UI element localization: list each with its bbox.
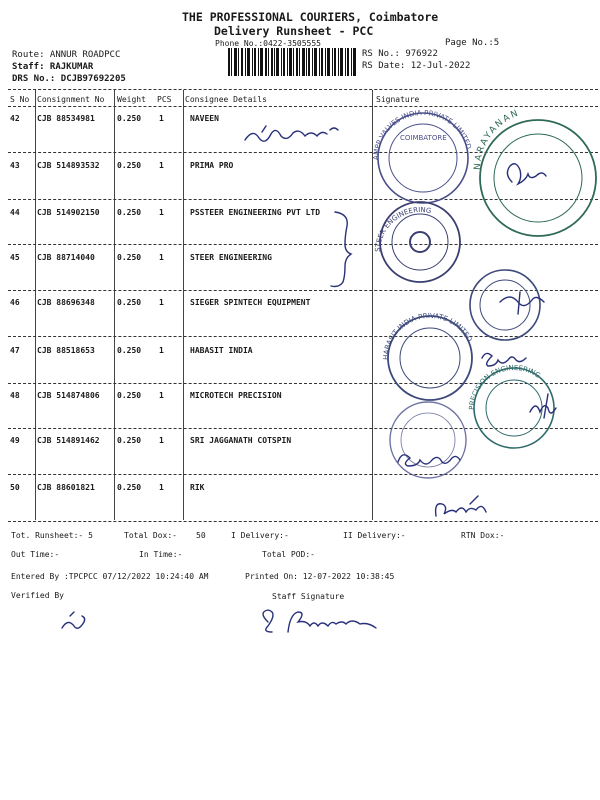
row-pcs: 1: [159, 208, 164, 217]
drs-label: DRS No.:: [12, 74, 56, 84]
page-title: THE PROFESSIONAL COURIERS, Coimbatore: [182, 10, 439, 24]
row-sno: 45: [10, 253, 20, 262]
row-weight: 0.250: [117, 391, 142, 400]
row-sno: 42: [10, 114, 20, 123]
row-consignee: PSSTEER ENGINEERING PVT LTD: [190, 208, 321, 217]
handwritten-signature: [436, 496, 486, 516]
total-dox-value: 50: [196, 531, 206, 540]
company-stamp: [468, 364, 554, 448]
row-consignee: RIK: [190, 483, 205, 492]
row-consignee: HABASIT INDIA: [190, 346, 253, 355]
row-consignee: PRIMA PRO: [190, 161, 234, 170]
row-consignee: MICROTECH PRECISION: [190, 391, 282, 400]
handwritten-signature: [507, 164, 546, 184]
row-pcs: 1: [159, 114, 164, 123]
company-stamp: [473, 108, 596, 236]
company-stamp: [470, 270, 540, 340]
verified-by-label: Verified By: [11, 591, 64, 600]
company-stamp: [374, 202, 460, 282]
entered-by: Entered By :TPCPCC 07/12/2022 10:24:40 AM: [11, 572, 209, 581]
company-stamp: [382, 312, 474, 400]
row-consignment: CJB 514902150: [37, 208, 100, 217]
staff-signature-label: Staff Signature: [272, 592, 345, 601]
row-consignment: CJB 514891462: [37, 436, 100, 445]
row-pcs: 1: [159, 346, 164, 355]
handwritten-signature: [500, 292, 544, 314]
ii-delivery: II Delivery:-: [343, 531, 406, 540]
row-consignment: CJB 88714040: [37, 253, 95, 262]
row-pcs: 1: [159, 483, 164, 492]
row-consignment: CJB 514874806: [37, 391, 100, 400]
company-stamp: [390, 402, 466, 478]
row-pcs: 1: [159, 253, 164, 262]
page-number: Page No.:5: [445, 38, 500, 48]
stamp-text: HABASIT INDIA PRIVATE LIMITED: [381, 311, 474, 361]
page-subtitle: Delivery Runsheet - PCC: [214, 24, 374, 38]
col-header-consignee: Consignee Details: [185, 95, 267, 104]
row-pcs: 1: [159, 391, 164, 400]
row-weight: 0.250: [117, 436, 142, 445]
handwritten-signature: [482, 353, 526, 366]
col-header-pcs: PCS: [157, 95, 172, 104]
out-time: Out Time:-: [11, 550, 60, 559]
row-consignment: CJB 514893532: [37, 161, 100, 170]
row-sno: 44: [10, 208, 20, 217]
row-weight: 0.250: [117, 346, 142, 355]
staff-name: Staff: RAJKUMAR: [12, 62, 94, 72]
rtn-dox: RTN Dox:-: [461, 531, 505, 540]
row-sno: 48: [10, 391, 20, 400]
total-dox-label: Total Dox:-: [124, 531, 177, 540]
row-pcs: 1: [159, 298, 164, 307]
row-consignee: SIEGER SPINTECH EQUIPMENT: [190, 298, 311, 307]
row-consignee: NAVEEN: [190, 114, 219, 123]
row-sno: 43: [10, 161, 20, 170]
company-stamp: [372, 109, 473, 203]
col-header-signature: Signature: [376, 95, 420, 104]
row-consignee: SRI JAGGANATH COTSPIN: [190, 436, 292, 445]
rs-date: RS Date: 12-Jul-2022: [362, 61, 471, 71]
handwritten-signature: [245, 126, 338, 141]
row-consignment: CJB 88518653: [37, 346, 95, 355]
i-delivery: I Delivery:-: [231, 531, 289, 540]
total-pod: Total POD:-: [262, 550, 315, 559]
row-sno: 46: [10, 298, 20, 307]
row-consignee: STEER ENGINEERING: [190, 253, 272, 262]
stamp-text: AMPP VALVES INDIA PRIVATE LIMITED: [371, 108, 473, 161]
in-time: In Time:-: [139, 550, 183, 559]
handwritten-signature: [398, 455, 460, 466]
row-consignment: CJB 88601821: [37, 483, 95, 492]
printed-on: Printed On: 12-07-2022 10:38:45: [245, 572, 395, 581]
row-weight: 0.250: [117, 483, 142, 492]
phone-number: Phone No.:0422-3505555: [215, 39, 321, 48]
stamp-text: STEER ENGINEERING: [373, 205, 433, 253]
row-sno: 50: [10, 483, 20, 492]
col-header-consignment: Consignment No: [37, 95, 105, 104]
col-header-weight: Weight: [117, 95, 146, 104]
stamp-text: PRECISION ENGINEERING: [467, 363, 542, 411]
row-sno: 49: [10, 436, 20, 445]
row-sno: 47: [10, 346, 20, 355]
row-weight: 0.250: [117, 298, 142, 307]
row-pcs: 1: [159, 436, 164, 445]
col-header-sno: S No: [10, 95, 30, 104]
verifier-signature: [62, 612, 85, 628]
row-weight: 0.250: [117, 161, 142, 170]
route: Route: ANNUR ROADPCC: [12, 50, 121, 60]
rs-number: RS No.: 976922: [362, 49, 438, 59]
total-runsheet: Tot. Runsheet:- 5: [11, 531, 93, 540]
row-consignment: CJB 88534981: [37, 114, 95, 123]
row-weight: 0.250: [117, 208, 142, 217]
bracket-mark: [331, 212, 351, 287]
row-pcs: 1: [159, 161, 164, 170]
staff-signature-mark: [263, 610, 376, 632]
drs-value: DCJB97692205: [60, 74, 126, 84]
stamp-text: NARAYANAN: [472, 108, 522, 171]
row-weight: 0.250: [117, 253, 142, 262]
stamp-text: COIMBATORE: [400, 134, 447, 142]
row-weight: 0.250: [117, 114, 142, 123]
row-consignment: CJB 88696348: [37, 298, 95, 307]
